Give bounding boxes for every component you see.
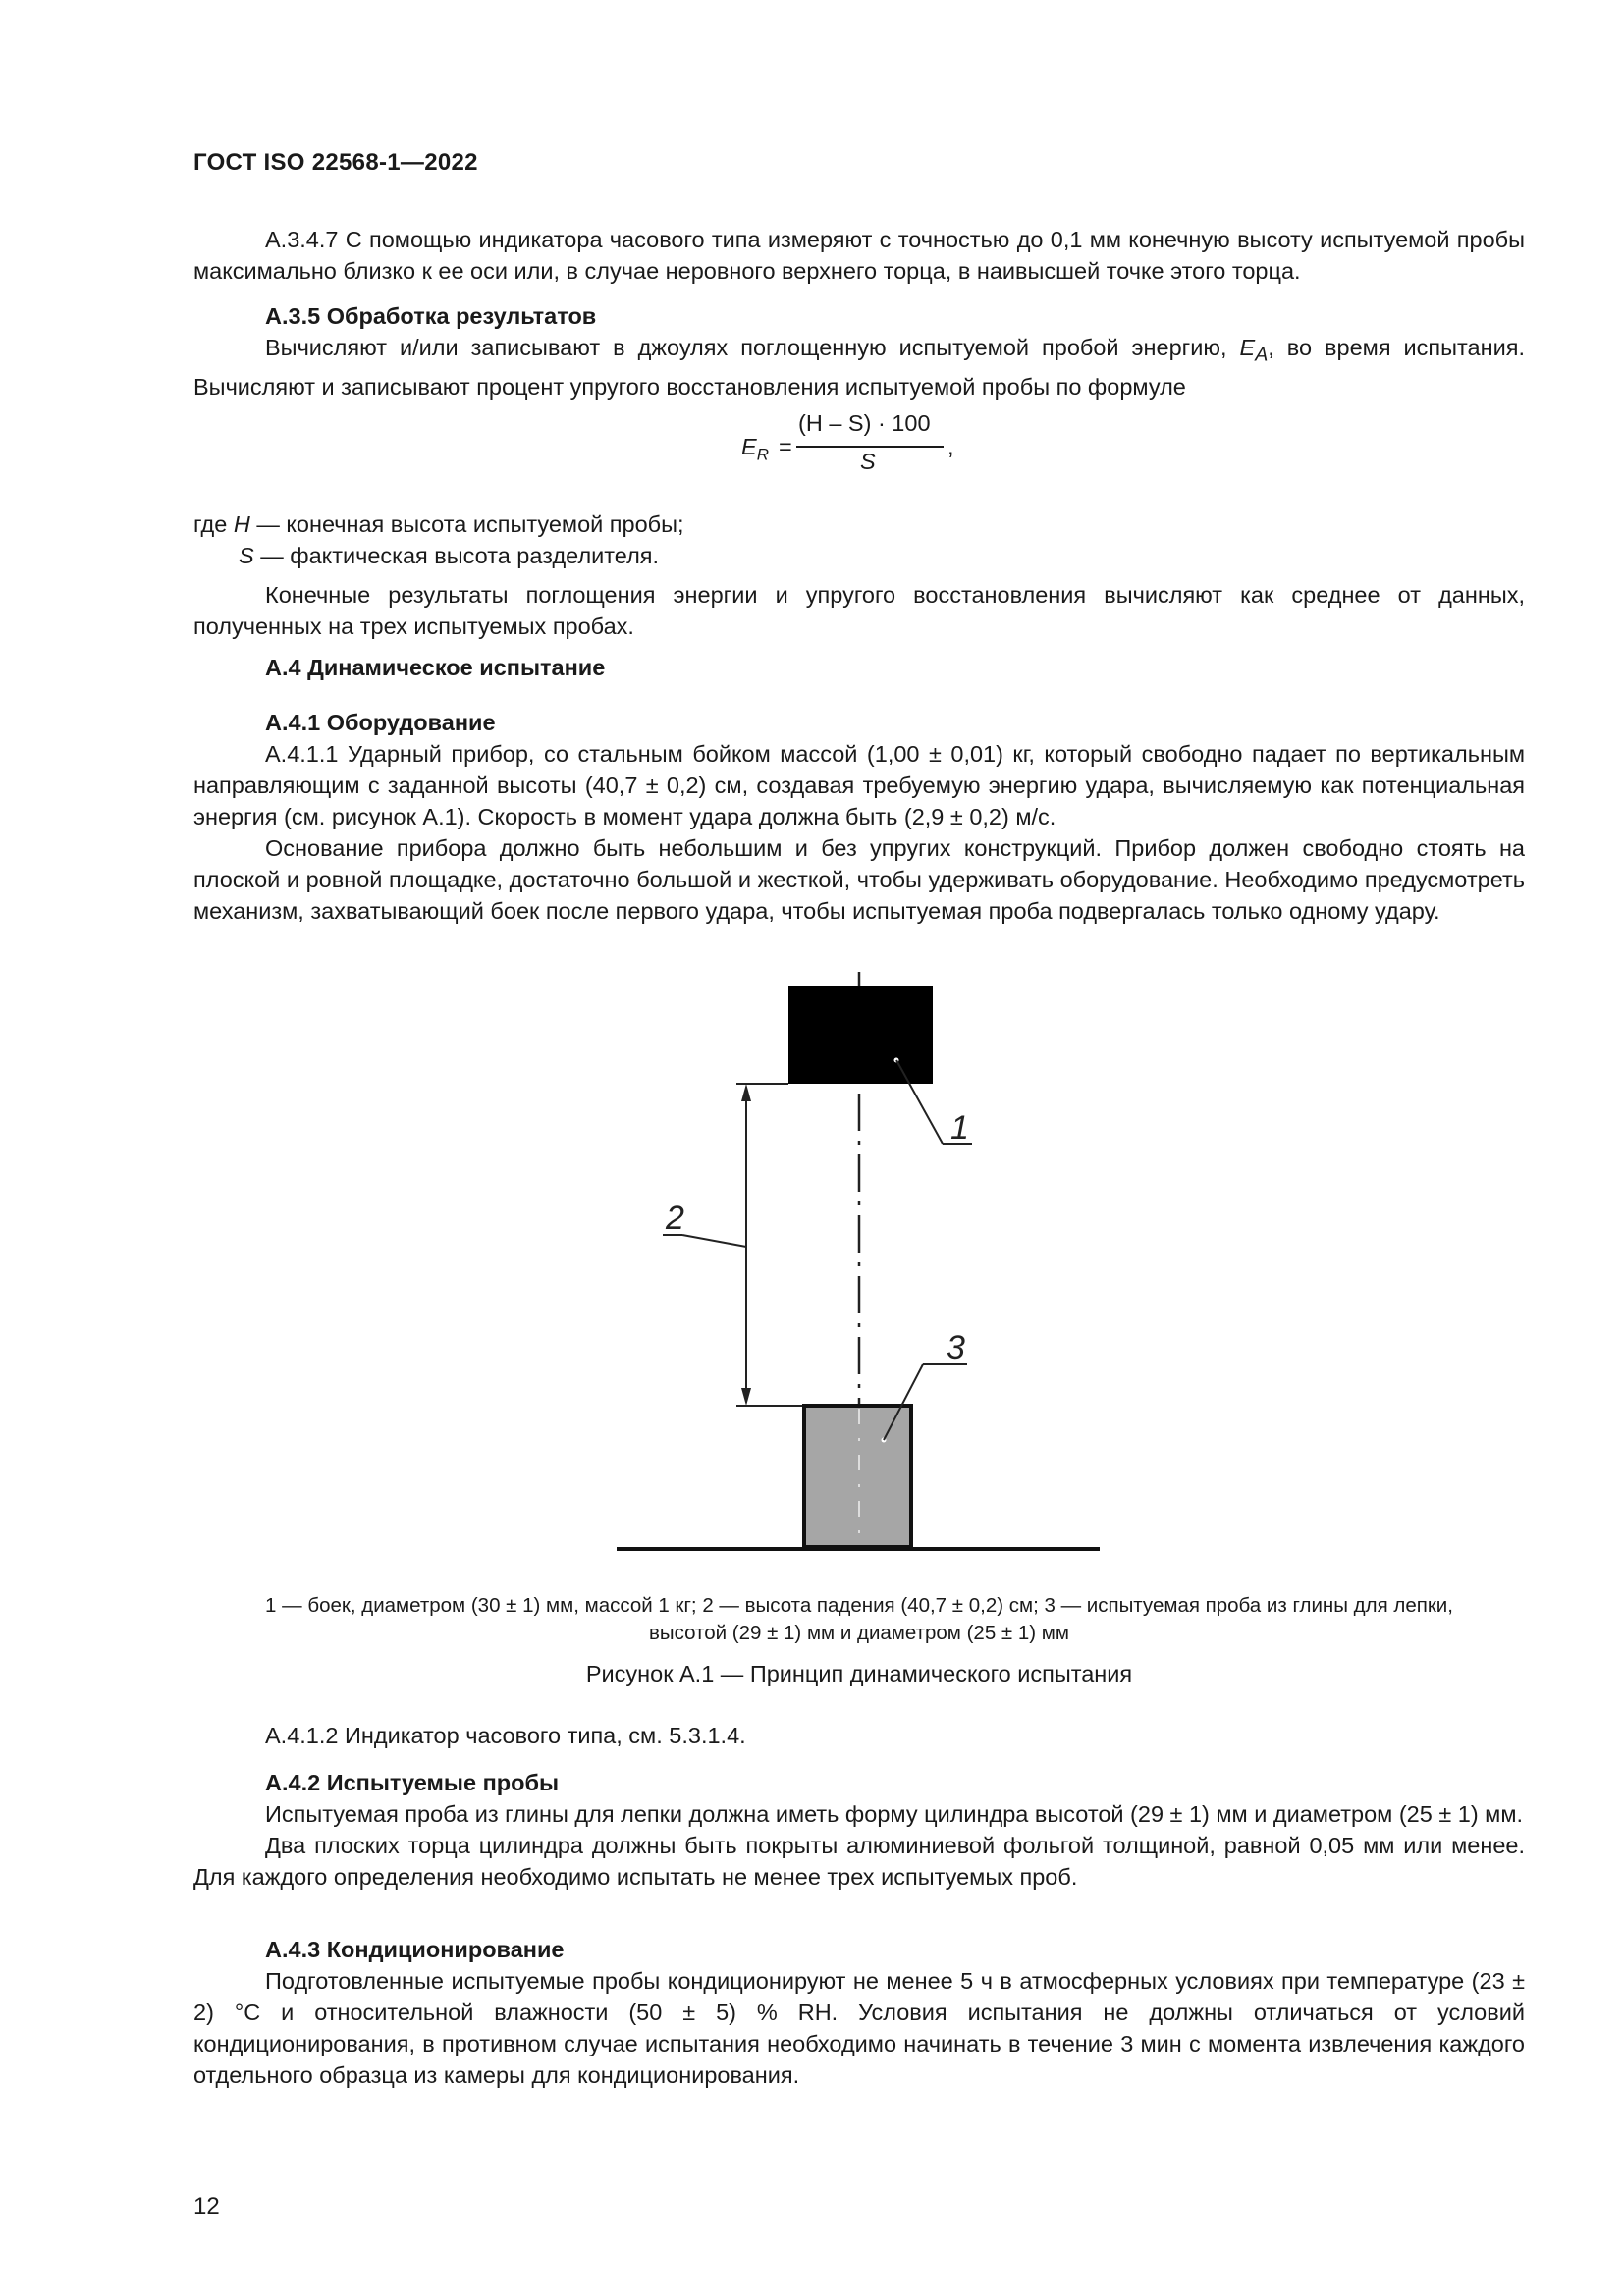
paragraph-a412: А.4.1.2 Индикатор часового типа, см. 5.3.1.4. xyxy=(265,1723,746,1748)
figure-dim-arrow-top xyxy=(741,1084,751,1101)
where-text: — фактическая высота разделителя. xyxy=(253,543,660,568)
paragraph-a43-1: Подготовленные испытуемые пробы кондиционируют не менее 5 ч в атмосферных условиях при температуре (23 ± 2) °С и относительной влажности (50 ± 5) % RH. Условия испытания не должны отличаться от условий кондиционирования, в противном случае испытания необходимо начинать в течение 3 мин с момента извлечения каждого отдельного образца из камеры для кондиционирования. xyxy=(193,1968,1525,2088)
heading-a41: А.4.1 Оборудование xyxy=(265,710,496,735)
figure-a1-diagram xyxy=(589,962,1119,1561)
text-run: Вычисляют и/или записывают в джоулях поглощенную испытуемой пробой энергию, xyxy=(265,335,1240,360)
where-symbol-s: S xyxy=(239,543,254,568)
paragraph-a42-2: Два плоских торца цилиндра должны быть покрыты алюминиевой фольгой толщиной, равной 0,05 мм или менее. Для каждого определения необходимо испытать не менее трех испытуемых проб. xyxy=(193,1833,1525,1890)
section-a42 xyxy=(193,1767,1525,1893)
figure-caption-line-1: 1 — боек, диаметром (30 ± 1) мм, массой 1 кг; 2 — высота падения (40,7 ± 0,2) см; 3 — испытуемая проба из глины для лепки, xyxy=(265,1594,1453,1617)
figure-label-3: 3 xyxy=(947,1329,965,1366)
formula-denominator: S xyxy=(860,449,876,474)
paragraph-a347: А.3.4.7 С помощью индикатора часового типа измеряют с точностью до 0,1 мм конечную высоту испытуемой пробы максимально близко к ее оси или, в случае неровного верхнего торца, в наивысшей точке этого торца. xyxy=(193,227,1525,284)
where-symbol-h: H xyxy=(233,511,250,537)
figure-title: Рисунок А.1 — Принцип динамического испытания xyxy=(585,1661,1133,1686)
figure-label-2: 2 xyxy=(666,1200,684,1237)
figure-caption xyxy=(193,1592,1525,1647)
heading-a43: А.4.3 Кондиционирование xyxy=(265,1937,565,1962)
formula-lhs xyxy=(741,434,769,465)
symbol-e: E xyxy=(1239,335,1256,360)
paragraph-a411-2: Основание прибора должно быть небольшим и без упругих конструкций. Прибор должен свободно стоять на плоской и ровной площадке, достаточно большой и жесткой, чтобы удерживать оборудование. Необходимо предусмотреть механизм, захватывающий боек после первого удара, чтобы испытуемая проба подвергалась только одному удару. xyxy=(193,835,1525,924)
where-row-h xyxy=(193,508,684,540)
formula-numerator: (H – S) · 100 xyxy=(798,410,931,436)
section-a41 xyxy=(193,707,1525,927)
paragraph-a35-1 xyxy=(193,332,1525,402)
where-prefix: где xyxy=(193,511,234,537)
page-number: 12 xyxy=(193,2193,220,2219)
figure-caption-line-2: высотой (29 ± 1) мм и диаметром (25 ± 1) мм xyxy=(649,1622,1069,1644)
section-a43 xyxy=(193,1934,1525,2091)
section-a35-final xyxy=(193,579,1525,642)
section-a4 xyxy=(193,652,1525,683)
formula-lhs-symbol: E xyxy=(741,434,757,459)
text-run: , во время испытания. Вычисляют и записывают процент упругого восстановления испытуемой пробы по формуле xyxy=(193,335,1525,400)
formula-comma: , xyxy=(947,434,954,459)
section-a347 xyxy=(193,224,1525,287)
paragraph-a411: А.4.1.1 Ударный прибор, со стальным бойком массой (1,00 ± 0,01) кг, который свободно падает по вертикальным направляющим с заданной высоты (40,7 ± 0,2) см, создавая требуемую энергию удара, вычисляемую как потенциальная энергия (см. рисунок А.1). Скорость в момент удара должна быть (2,9 ± 0,2) м/с. xyxy=(193,741,1525,829)
where-row-s xyxy=(193,540,684,571)
figure-label-1: 1 xyxy=(950,1109,969,1147)
section-a35 xyxy=(193,300,1525,402)
where-text: — конечная высота испытуемой пробы; xyxy=(249,511,684,537)
document-header: ГОСТ ISO 22568-1—2022 xyxy=(193,149,478,176)
figure-dim-arrow-bottom xyxy=(741,1388,751,1406)
where-list xyxy=(193,508,684,571)
figure-leader-2 xyxy=(682,1235,746,1247)
figure-specimen xyxy=(804,1406,911,1547)
heading-a35: А.3.5 Обработка результатов xyxy=(265,303,597,329)
formula-lhs-subscript: R xyxy=(756,445,769,464)
symbol-subscript-a: A xyxy=(1255,344,1269,366)
formula-er xyxy=(741,404,997,483)
formula-fraction-bar xyxy=(796,446,944,448)
heading-a42: А.4.2 Испытуемые пробы xyxy=(265,1770,560,1795)
section-a412 xyxy=(193,1720,1525,1751)
heading-a4: А.4 Динамическое испытание xyxy=(265,655,606,680)
formula-equals: = xyxy=(779,434,792,459)
figure-striker xyxy=(788,986,933,1084)
paragraph-a35-final: Конечные результаты поглощения энергии и упругого восстановления вычисляют как среднее от данных, полученных на трех испытуемых пробах. xyxy=(193,582,1525,639)
paragraph-a42-1: Испытуемая проба из глины для лепки должна иметь форму цилиндра высотой (29 ± 1) мм и диаметром (25 ± 1) мм. xyxy=(265,1801,1524,1827)
